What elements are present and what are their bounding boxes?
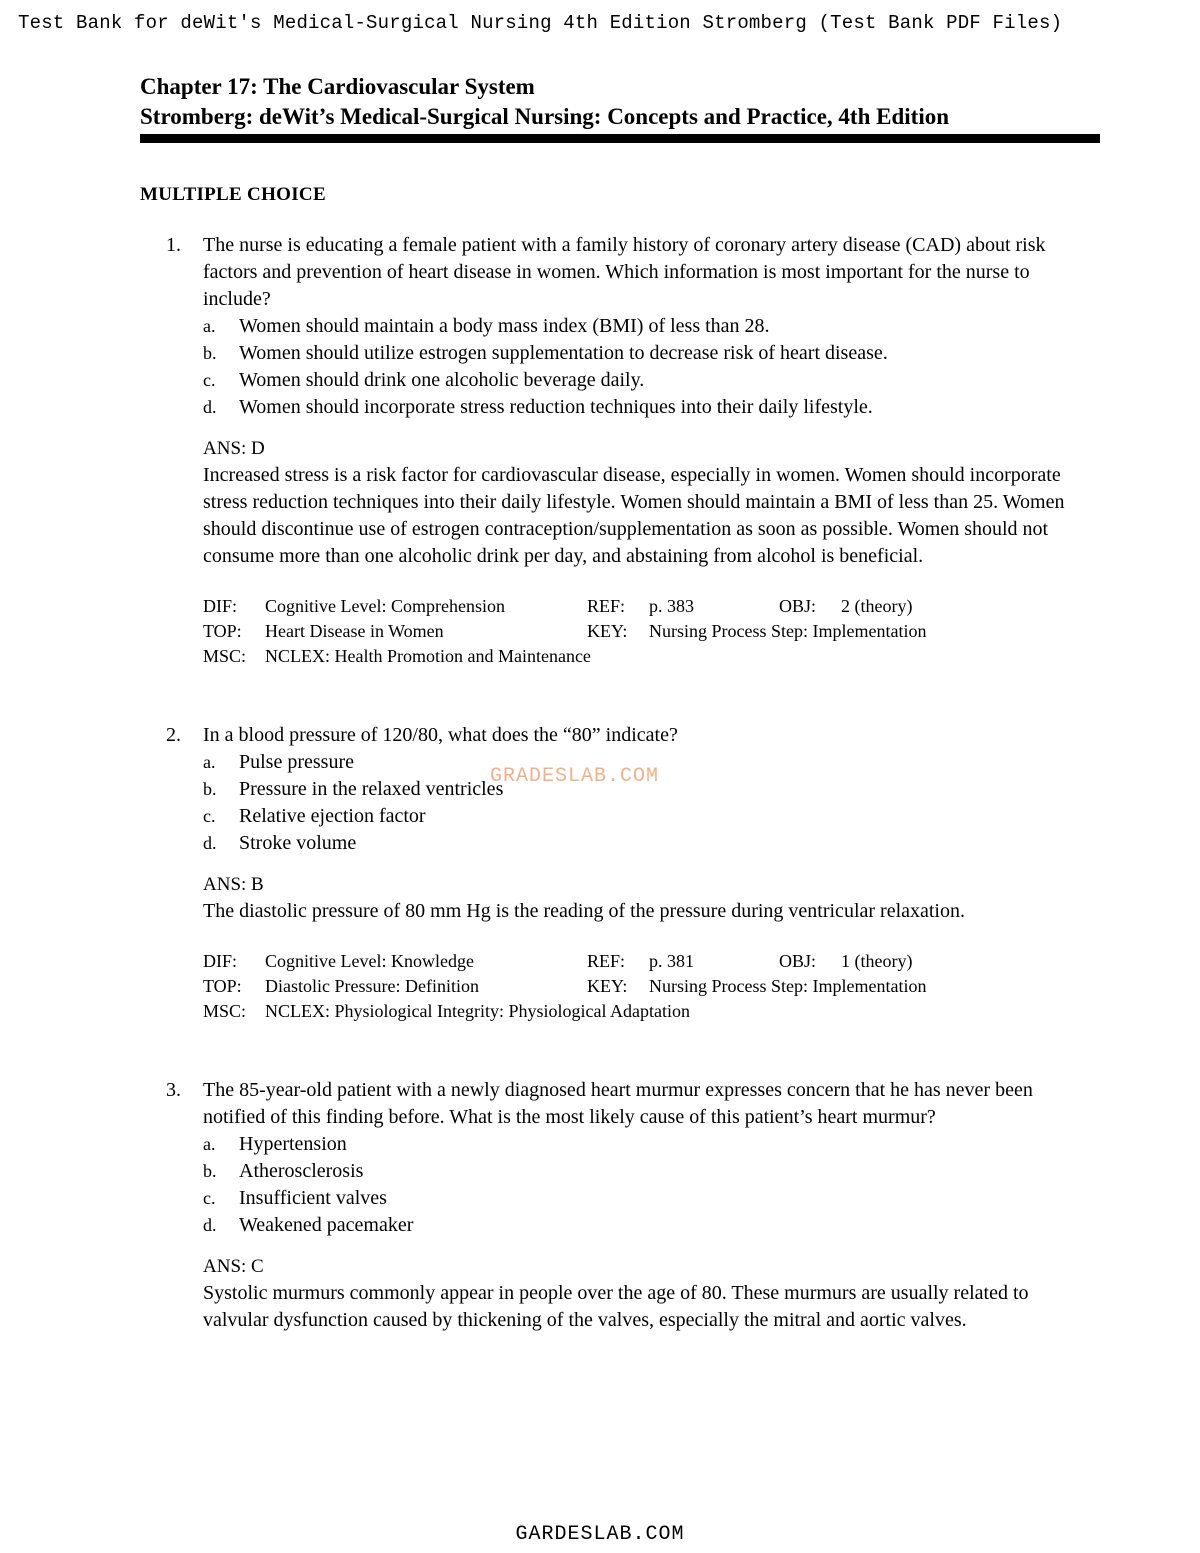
metadata-row	[203, 999, 1096, 1024]
choice-item	[203, 1158, 1096, 1185]
obj-value: 1 (theory)	[841, 951, 913, 971]
chapter-heading	[140, 72, 1100, 143]
msc-label: MSC:	[203, 646, 247, 666]
top-value: Diastolic Pressure: Definition	[265, 976, 479, 996]
obj-label: OBJ:	[779, 596, 817, 616]
choice-text: Women should drink one alcoholic beverage daily.	[239, 369, 645, 391]
question-stem	[166, 1077, 1096, 1131]
rationale-text: Systolic murmurs commonly appear in people over the age of 80. These murmurs are usually related to valvular dysfunction caused by thickening of the valves, especially the mitral and aortic valves.	[203, 1282, 1029, 1331]
answer-key: ANS: C	[203, 1256, 264, 1277]
metadata-row	[203, 594, 1096, 619]
ref-value: p. 381	[649, 951, 694, 971]
page-footer: GARDESLAB.COM	[515, 1523, 685, 1546]
chapter-title: Chapter 17: The Cardiovascular System	[140, 74, 535, 99]
section-title: MULTIPLE CHOICE	[140, 184, 326, 205]
choice-letter: d.	[203, 833, 217, 853]
choice-letter: c.	[203, 370, 216, 390]
metadata-row	[203, 949, 1096, 974]
choice-list	[166, 313, 1096, 421]
dif-label: DIF:	[203, 951, 238, 971]
document-banner: Test Bank for deWit's Medical-Surgical Nursing 4th Edition Stromberg (Test Bank PDF Files)	[18, 12, 1063, 34]
top-value: Heart Disease in Women	[265, 621, 444, 641]
question-metadata	[203, 594, 1096, 669]
choice-text: Women should maintain a body mass index (BMI) of less than 28.	[239, 315, 770, 337]
ref-value: p. 383	[649, 596, 694, 616]
question-number: 1.	[166, 234, 181, 256]
choice-text: Atherosclerosis	[239, 1160, 364, 1182]
msc-label: MSC:	[203, 1001, 247, 1021]
choice-letter: d.	[203, 397, 217, 417]
msc-value: NCLEX: Health Promotion and Maintenance	[265, 646, 591, 666]
question-number: 3.	[166, 1079, 181, 1101]
top-label: TOP:	[203, 621, 242, 641]
answer-block	[203, 871, 1096, 925]
choice-text: Weakened pacemaker	[239, 1214, 414, 1236]
choice-item	[203, 340, 1096, 367]
choice-letter: a.	[203, 752, 216, 772]
question-text: In a blood pressure of 120/80, what does the “80” indicate?	[203, 724, 678, 746]
question-1	[166, 232, 1096, 669]
choice-text: Insufficient valves	[239, 1187, 387, 1209]
obj-value: 2 (theory)	[841, 596, 913, 616]
rationale-text: Increased stress is a risk factor for cardiovascular disease, especially in women. Women should incorporate stress reduction techniques into their daily lifestyle. Women should maintain a BMI of less than 25. Women should discontinue use of estrogen contraception/supplementation as soon as possible. Women should not consume more than one alcoholic drink per day, and abstaining from alcohol is beneficial.	[203, 464, 1065, 567]
dif-label: DIF:	[203, 596, 238, 616]
dif-value: Cognitive Level: Comprehension	[265, 596, 505, 616]
choice-text: Relative ejection factor	[239, 805, 426, 827]
book-title: Stromberg: deWit’s Medical-Surgical Nursing: Concepts and Practice, 4th Edition	[140, 104, 949, 129]
rationale-text: The diastolic pressure of 80 mm Hg is the reading of the pressure during ventricular relaxation.	[203, 900, 965, 922]
choice-letter: d.	[203, 1215, 217, 1235]
choice-item	[203, 394, 1096, 421]
choice-item	[203, 803, 1096, 830]
question-stem	[166, 232, 1096, 313]
answer-block	[203, 435, 1096, 570]
choice-letter: c.	[203, 1188, 216, 1208]
key-value: Nursing Process Step: Implementation	[649, 621, 927, 641]
choice-item	[203, 1185, 1096, 1212]
choice-item	[203, 367, 1096, 394]
choice-list	[166, 1131, 1096, 1239]
choice-letter: b.	[203, 779, 217, 799]
choice-text: Pressure in the relaxed ventricles	[239, 778, 504, 800]
choice-text: Women should incorporate stress reduction techniques into their daily lifestyle.	[239, 396, 873, 418]
metadata-row	[203, 974, 1096, 999]
choice-letter: b.	[203, 1161, 217, 1181]
answer-key: ANS: B	[203, 874, 264, 895]
choice-text: Women should utilize estrogen supplementation to decrease risk of heart disease.	[239, 342, 888, 364]
dif-value: Cognitive Level: Knowledge	[265, 951, 474, 971]
choice-item	[203, 830, 1096, 857]
choice-letter: a.	[203, 1134, 216, 1154]
question-3	[166, 1077, 1096, 1334]
obj-label: OBJ:	[779, 951, 817, 971]
choice-letter: b.	[203, 343, 217, 363]
key-label: KEY:	[587, 621, 628, 641]
choice-item	[203, 1131, 1096, 1158]
metadata-row	[203, 619, 1096, 644]
question-number: 2.	[166, 724, 181, 746]
key-value: Nursing Process Step: Implementation	[649, 976, 927, 996]
choice-text: Pulse pressure	[239, 751, 354, 773]
choice-item	[203, 1212, 1096, 1239]
answer-key: ANS: D	[203, 438, 265, 459]
choice-item	[203, 313, 1096, 340]
heading-rule	[140, 134, 1100, 143]
question-text: The nurse is educating a female patient with a family history of coronary artery disease (CAD) about risk factors and prevention of heart disease in women. Which information is most important for the nurse to include?	[203, 234, 1046, 310]
choice-letter: c.	[203, 806, 216, 826]
answer-block	[203, 1253, 1096, 1334]
watermark: GRADESLAB.COM	[490, 765, 660, 788]
choice-letter: a.	[203, 316, 216, 336]
choice-text: Stroke volume	[239, 832, 357, 854]
msc-value: NCLEX: Physiological Integrity: Physiological Adaptation	[265, 1001, 690, 1021]
question-text: The 85-year-old patient with a newly diagnosed heart murmur expresses concern that he has never been notified of this finding before. What is the most likely cause of this patient’s heart murmur?	[203, 1079, 1033, 1128]
metadata-row	[203, 644, 1096, 669]
question-stem	[166, 722, 1096, 749]
top-label: TOP:	[203, 976, 242, 996]
key-label: KEY:	[587, 976, 628, 996]
choice-text: Hypertension	[239, 1133, 347, 1155]
ref-label: REF:	[587, 951, 626, 971]
question-metadata	[203, 949, 1096, 1024]
ref-label: REF:	[587, 596, 626, 616]
